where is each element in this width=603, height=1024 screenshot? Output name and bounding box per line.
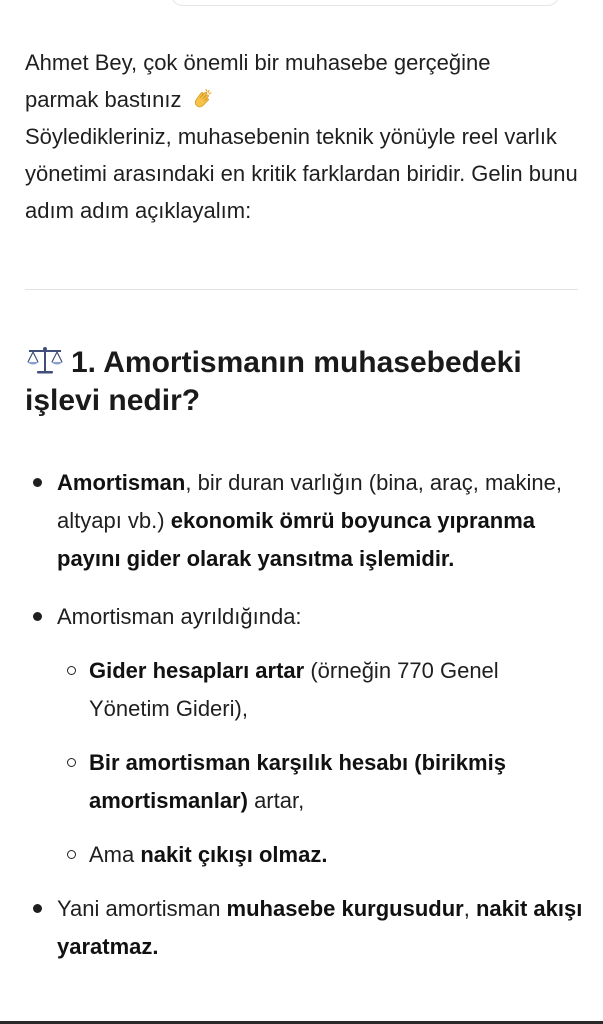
intro-line-1: Ahmet Bey, çok önemli bir muhasebe gerçeğine bbox=[25, 50, 491, 75]
sub-item-no-cash bbox=[25, 836, 585, 874]
conclusion-text: Yani amortisman bbox=[57, 896, 227, 921]
sub-text: (örneğin 770 Genel Yönetim Gideri), bbox=[89, 658, 499, 721]
sub-item-accumulated bbox=[25, 744, 585, 820]
bullet-dot bbox=[33, 904, 42, 913]
definition-bold: ekonomik ömrü boyunca yıpranma payını gider olarak yansıtma işlemidir. bbox=[57, 508, 536, 571]
sub-bullet-ring bbox=[67, 758, 76, 767]
sub-bold: Gider hesapları artar bbox=[89, 658, 305, 683]
intro-block bbox=[25, 44, 585, 229]
conclusion-bold-1: muhasebe kurgusudur bbox=[226, 896, 464, 921]
list-item-conclusion bbox=[25, 890, 585, 966]
conclusion-sep: , bbox=[463, 896, 476, 921]
sub-item-expenses bbox=[25, 652, 585, 728]
list-item-definition bbox=[25, 464, 585, 578]
term-amortisman: Amortisman bbox=[57, 470, 186, 495]
list-item-effects bbox=[25, 598, 585, 636]
sub-bullet-ring bbox=[67, 850, 76, 859]
clapping-hands-icon bbox=[190, 85, 214, 109]
previous-message-card bbox=[170, 0, 560, 6]
definition-text: , bir duran varlığın (bina, araç, makine, altyapı vb.) bbox=[57, 470, 562, 533]
bullet-dot bbox=[33, 478, 42, 487]
conclusion-bold-2: nakit akışı yaratmaz. bbox=[57, 896, 583, 959]
section-heading bbox=[25, 344, 585, 420]
sub-bold: Bir amortisman karşılık hesabı (birikmiş amortismanlar) bbox=[89, 750, 506, 813]
intro-line-2 bbox=[25, 81, 585, 118]
effects-intro: Amortisman ayrıldığında: bbox=[57, 604, 302, 629]
bullet-dot bbox=[33, 612, 42, 621]
sub-text: artar, bbox=[247, 788, 305, 813]
section-divider bbox=[25, 289, 578, 290]
intro-line-2-text: parmak bastınız bbox=[25, 87, 182, 112]
sub-bold: nakit çıkışı olmaz. bbox=[140, 842, 328, 867]
balance-scale-icon bbox=[25, 345, 65, 375]
sub-text: Ama bbox=[89, 842, 141, 867]
sub-bullet-ring bbox=[67, 666, 76, 675]
intro-paragraph-2: Söyledikleriniz, muhasebenin teknik yönüyle reel varlık yönetimi arasındaki en kritik farklardan biridir. Gelin bunu adım adım açıklayalım: bbox=[25, 124, 578, 223]
amortization-list bbox=[25, 464, 585, 966]
section-heading-text: 1. Amortismanın muhasebedeki işlevi nedir? bbox=[25, 346, 522, 417]
